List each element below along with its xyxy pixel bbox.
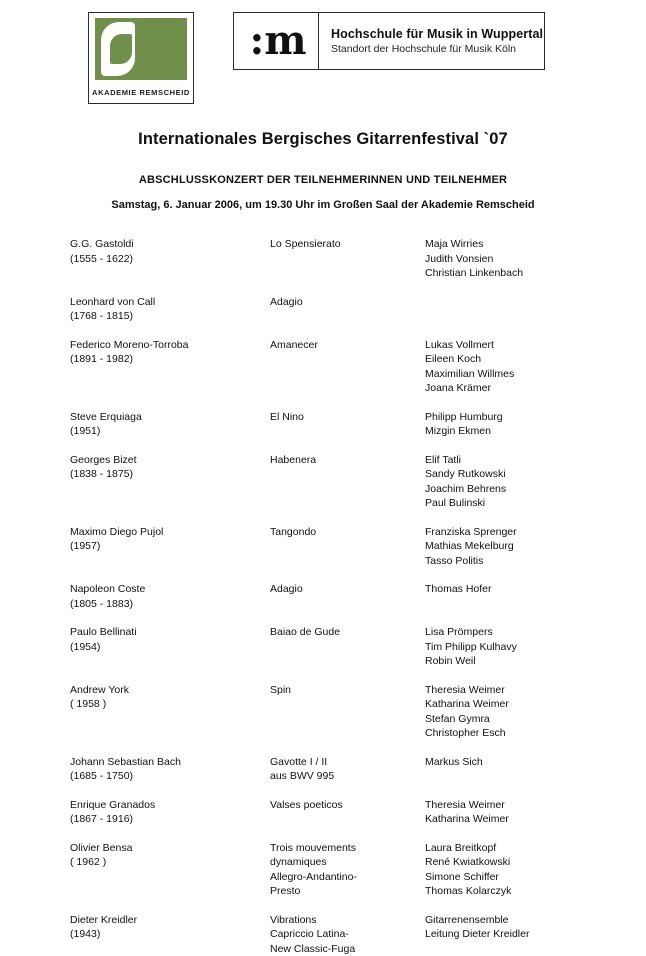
program-composer <box>70 683 270 712</box>
composer-line: Leonhard von Call <box>70 295 270 310</box>
akademie-logo-mark <box>95 18 187 80</box>
piece-line: Lo Spensierato <box>270 237 425 252</box>
composer-line: Paulo Bellinati <box>70 625 270 640</box>
program-piece <box>270 841 425 899</box>
composer-line: ( 1958 ) <box>70 697 270 712</box>
program-players <box>425 453 618 511</box>
composer-line: ( 1962 ) <box>70 855 270 870</box>
players-line: Christopher Esch <box>425 726 618 741</box>
players-line: Mathias Mekelburg <box>425 539 618 554</box>
composer-line: (1838 - 1875) <box>70 467 270 482</box>
program-piece <box>270 582 425 597</box>
piece-line: Adagio <box>270 295 425 310</box>
piece-line: aus BWV 995 <box>270 769 425 784</box>
program-players <box>425 410 618 439</box>
program-piece <box>270 453 425 468</box>
players-line: Joana Krämer <box>425 381 618 396</box>
program-entry <box>70 913 618 956</box>
piece-line: Adagio <box>270 582 425 597</box>
piece-line: Allegro-Andantino- <box>270 870 425 885</box>
program-composer <box>70 338 270 367</box>
program-composer <box>70 841 270 870</box>
players-line: Paul Bulinski <box>425 496 618 511</box>
program-piece <box>270 410 425 425</box>
akademie-s-icon <box>101 22 135 76</box>
piece-line: Presto <box>270 884 425 899</box>
hochschule-logo <box>233 12 545 70</box>
program-composer <box>70 582 270 611</box>
composer-line: (1867 - 1916) <box>70 812 270 827</box>
players-line: Lisa Prömpers <box>425 625 618 640</box>
program-piece <box>270 237 425 252</box>
program-piece <box>270 798 425 813</box>
players-line: Theresia Weimer <box>425 798 618 813</box>
players-line: Markus Sich <box>425 755 618 770</box>
piece-line: Capriccio Latina- <box>270 927 425 942</box>
composer-line: Andrew York <box>70 683 270 698</box>
composer-line: Federico Moreno-Torroba <box>70 338 270 353</box>
composer-line: (1954) <box>70 640 270 655</box>
program-composer <box>70 410 270 439</box>
composer-line: (1768 - 1815) <box>70 309 270 324</box>
program-entry <box>70 755 618 784</box>
program-entry <box>70 625 618 669</box>
players-line: Sandy Rutkowski <box>425 467 618 482</box>
composer-line: (1805 - 1883) <box>70 597 270 612</box>
players-line: Judith Vonsien <box>425 252 618 267</box>
hochschule-logo-text <box>319 27 543 55</box>
akademie-remscheid-logo <box>88 12 194 104</box>
program-entry <box>70 295 618 324</box>
piece-line: Vibrations <box>270 913 425 928</box>
players-line: René Kwiatkowski <box>425 855 618 870</box>
composer-line: Dieter Kreidler <box>70 913 270 928</box>
players-line: Gitarrenensemble <box>425 913 618 928</box>
players-line: Laura Breitkopf <box>425 841 618 856</box>
composer-line: (1685 - 1750) <box>70 769 270 784</box>
program-players <box>425 338 618 396</box>
piece-line: dynamiques <box>270 855 425 870</box>
program-players <box>425 582 618 597</box>
piece-line: Amanecer <box>270 338 425 353</box>
page-subtitle: ABSCHLUSSKONZERT DER TEILNEHMERINNEN UND TEILNEHMER <box>0 174 646 186</box>
players-line: Katharina Weimer <box>425 697 618 712</box>
program-players <box>425 237 618 281</box>
hochschule-m-icon: :m <box>234 21 318 61</box>
composer-line: Maximo Diego Pujol <box>70 525 270 540</box>
players-line: Tasso Politis <box>425 554 618 569</box>
program-piece <box>270 338 425 353</box>
program-entry <box>70 582 618 611</box>
program-players <box>425 625 618 669</box>
composer-line: (1957) <box>70 539 270 554</box>
program-players <box>425 798 618 827</box>
players-line: Robin Weil <box>425 654 618 669</box>
program-composer <box>70 453 270 482</box>
players-line: Eileen Koch <box>425 352 618 367</box>
page-title: Internationales Bergisches Gitarrenfestival `07 <box>0 130 646 149</box>
piece-line: El Nino <box>270 410 425 425</box>
players-line: Theresia Weimer <box>425 683 618 698</box>
program-piece <box>270 683 425 698</box>
players-line: Thomas Hofer <box>425 582 618 597</box>
players-line: Christian Linkenbach <box>425 266 618 281</box>
program-entry <box>70 410 618 439</box>
composer-line: Enrique Granados <box>70 798 270 813</box>
akademie-logo-caption: AKADEMIE REMSCHEID <box>89 88 193 97</box>
players-line: Maja Wirries <box>425 237 618 252</box>
composer-line: (1555 - 1622) <box>70 252 270 267</box>
program-piece <box>270 295 425 310</box>
composer-line: (1951) <box>70 424 270 439</box>
players-line: Lukas Vollmert <box>425 338 618 353</box>
hochschule-name-line2: Standort der Hochschule für Musik Köln <box>331 43 543 55</box>
program-entry <box>70 683 618 741</box>
program-piece <box>270 525 425 540</box>
players-line: Leitung Dieter Kreidler <box>425 927 618 942</box>
players-line: Joachim Behrens <box>425 482 618 497</box>
program-composer <box>70 525 270 554</box>
players-line: Maximilian Willmes <box>425 367 618 382</box>
composer-line: (1891 - 1982) <box>70 352 270 367</box>
program-entry <box>70 237 618 281</box>
program-entry <box>70 338 618 396</box>
composer-line: Steve Erquiaga <box>70 410 270 425</box>
program-entry <box>70 841 618 899</box>
program-players <box>425 683 618 741</box>
program-entry <box>70 798 618 827</box>
program-players <box>425 755 618 770</box>
composer-line: (1943) <box>70 927 270 942</box>
players-line: Tim Philipp Kulhavy <box>425 640 618 655</box>
header-logos <box>0 0 646 108</box>
program-players <box>425 525 618 569</box>
piece-line: Baiao de Gude <box>270 625 425 640</box>
event-datetime: Samstag, 6. Januar 2006, um 19.30 Uhr im Großen Saal der Akademie Remscheid <box>0 199 646 211</box>
program-list <box>0 237 646 956</box>
piece-line: Spin <box>270 683 425 698</box>
piece-line: Gavotte I / II <box>270 755 425 770</box>
piece-line: Trois mouvements <box>270 841 425 856</box>
piece-line: Valses poeticos <box>270 798 425 813</box>
program-players <box>425 841 618 899</box>
program-composer <box>70 625 270 654</box>
hochschule-name-line1: Hochschule für Musik in Wuppertal <box>331 27 543 41</box>
composer-line: Napoleon Coste <box>70 582 270 597</box>
players-line: Philipp Humburg <box>425 410 618 425</box>
players-line: Katharina Weimer <box>425 812 618 827</box>
program-piece <box>270 625 425 640</box>
players-line: Stefan Gymra <box>425 712 618 727</box>
program-composer <box>70 295 270 324</box>
program-composer <box>70 755 270 784</box>
piece-line: Tangondo <box>270 525 425 540</box>
composer-line: Georges Bizet <box>70 453 270 468</box>
players-line: Franziska Sprenger <box>425 525 618 540</box>
composer-line: G.G. Gastoldi <box>70 237 270 252</box>
program-composer <box>70 798 270 827</box>
program-entry <box>70 453 618 511</box>
players-line: Elif Tatli <box>425 453 618 468</box>
program-piece <box>270 913 425 956</box>
program-piece <box>270 755 425 784</box>
players-line: Mizgin Ekmen <box>425 424 618 439</box>
piece-line: New Classic-Fuga <box>270 942 425 956</box>
composer-line: Olivier Bensa <box>70 841 270 856</box>
piece-line: Habenera <box>270 453 425 468</box>
program-entry <box>70 525 618 569</box>
composer-line: Johann Sebastian Bach <box>70 755 270 770</box>
program-composer <box>70 237 270 266</box>
players-line: Thomas Kolarczyk <box>425 884 618 899</box>
players-line: Simone Schiffer <box>425 870 618 885</box>
